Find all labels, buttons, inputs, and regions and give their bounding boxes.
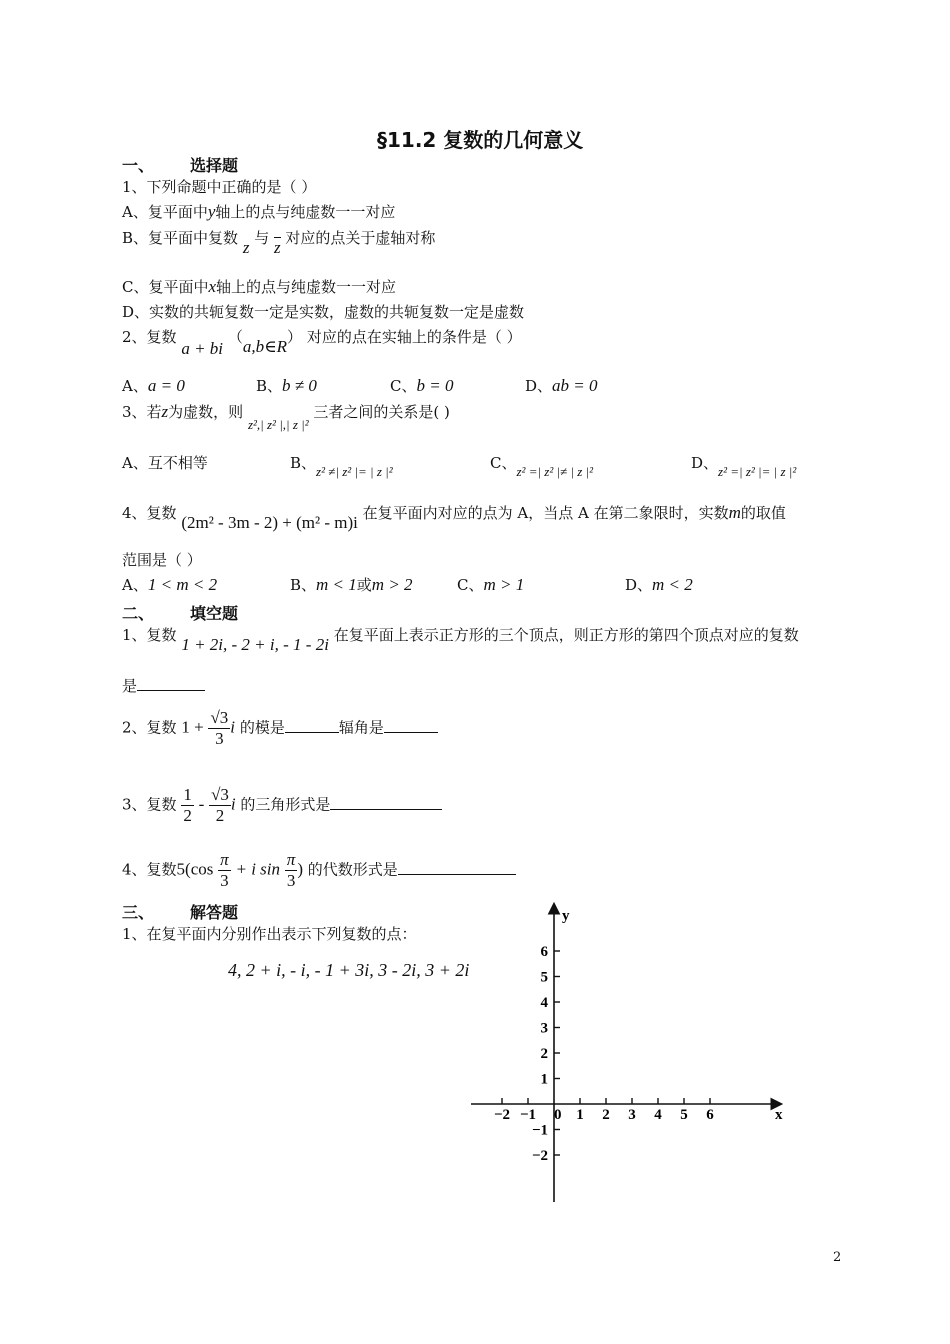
y-tick-label: 3 bbox=[540, 1020, 548, 1037]
section-heading-answer: 三、 解答题 bbox=[122, 903, 239, 922]
answer-1-expr: 4, 2 + i, - i, - 1 + 3i, 3 - 2i, 3 + 2i bbox=[228, 960, 470, 980]
x-tick-label: 3 bbox=[628, 1107, 636, 1123]
q3-option-b: B、z² ≠| z² |= | z |² bbox=[290, 454, 393, 479]
answer-1-stem: 1、在复平面内分别作出表示下列复数的点： bbox=[122, 925, 417, 943]
x-tick-label: 6 bbox=[706, 1107, 714, 1123]
var-x: x bbox=[208, 277, 217, 296]
q2-option-a: A、a = 0 bbox=[122, 376, 185, 395]
q3-option-d: D、z² =| z² |= | z |² bbox=[691, 454, 797, 479]
page-title: §11.2 复数的几何意义 bbox=[377, 128, 584, 152]
x-tick-label: 4 bbox=[654, 1107, 662, 1123]
q3-expr: z²,| z² |,| z |² bbox=[247, 417, 309, 432]
section-heading-fill: 二、 填空题 bbox=[122, 604, 239, 623]
fill-1-line2: 是 bbox=[122, 676, 205, 695]
answer-blank[interactable] bbox=[384, 718, 438, 733]
fraction: $\frac{1}{2}$ bbox=[183, 785, 192, 825]
q2-expr: a + bi bbox=[181, 339, 224, 358]
fill-2-stem: 2、复数 1 + $\frac{√3}{3}$ i 的模是 辐角是 bbox=[122, 708, 438, 749]
q4-option-b: B、m < 1或m > 2 bbox=[290, 575, 413, 594]
var-z: z bbox=[161, 402, 169, 421]
x-ticks bbox=[494, 1098, 714, 1123]
var-z-conjugate: z bbox=[274, 238, 281, 257]
q2-cond: a,b∈R bbox=[242, 337, 288, 356]
q1-option-b: B、复平面中复数 z 与 z 对应的点关于虚轴对称 bbox=[122, 229, 436, 257]
q4-expr: (2m² - 3m - 2) + (m² - m)i bbox=[181, 513, 358, 532]
q3-stem: 3、若z为虚数，则 z²,| z² |,| z |² 三者之间的关系是( ) bbox=[122, 402, 450, 432]
x-tick-label: −2 bbox=[493, 1107, 511, 1123]
fill-4-stem: 4、复数5(cos $\frac{\pi}{3}$ + i sin $\frac{\pi}{3}$ ) 的代数形式是 bbox=[122, 850, 516, 891]
coordinate-plane bbox=[465, 895, 795, 1205]
q4-option-a: A、1 < m < 2 bbox=[122, 575, 218, 594]
fill-1-stem: 1、复数 1 + 2i, - 2 + i, - 1 - 2i 在复平面上表示正方形的三个顶点，则正方形的第四个顶点对应的复数 bbox=[122, 626, 799, 654]
y-tick-label: −1 bbox=[531, 1122, 548, 1139]
x-tick-label: 1 bbox=[576, 1107, 584, 1123]
x-tick-label: 2 bbox=[602, 1107, 610, 1123]
var-z: z bbox=[242, 238, 250, 257]
fill-3-stem: 3、复数 $\frac{1}{2}$ - $\frac{√3}{2}$ i 的三角形式是 bbox=[122, 785, 442, 826]
fraction: $\frac{\pi}{3}$ bbox=[286, 850, 296, 890]
y-tick-label: 5 bbox=[540, 969, 548, 986]
y-axis-label: y bbox=[562, 908, 570, 924]
q1-option-c: C、复平面中x轴上的点与纯虚数一一对应 bbox=[122, 277, 397, 296]
x-axis-label: x bbox=[775, 1107, 783, 1123]
q3-option-c: C、z² =| z² |≠ | z |² bbox=[490, 454, 594, 479]
y-tick-label: 4 bbox=[540, 995, 548, 1011]
fraction: $\frac{√3}{2}$ bbox=[211, 785, 229, 825]
x-tick-label: −1 bbox=[519, 1107, 537, 1123]
y-tick-label: 1 bbox=[540, 1071, 548, 1088]
q4-stem: 4、复数 (2m² - 3m - 2) + (m² - m)i 在复平面内对应的点为 A，当点 A 在第二象限时，实数m的取值 bbox=[122, 503, 786, 532]
q4-option-c: C、m > 1 bbox=[457, 575, 525, 594]
q4-stem-line2: 范围是（ ） bbox=[122, 551, 202, 569]
page-number: 2 bbox=[833, 1250, 842, 1265]
section-heading-choice bbox=[122, 153, 238, 176]
y-tick-label: −2 bbox=[531, 1148, 548, 1164]
fill-1-expr: 1 + 2i, - 2 + i, - 1 - 2i bbox=[181, 635, 329, 654]
q3-option-a: A、互不相等 bbox=[122, 454, 208, 472]
q2-option-c: C、b = 0 bbox=[390, 376, 454, 395]
y-tick-label: 6 bbox=[540, 944, 548, 960]
section-number: 一、 bbox=[122, 156, 155, 175]
y-ticks bbox=[532, 944, 560, 1164]
fraction: $\frac{\pi}{3}$ bbox=[220, 850, 229, 890]
answer-blank[interactable] bbox=[137, 676, 205, 691]
q2-option-b: B、b ≠ 0 bbox=[256, 376, 317, 395]
fraction: $\frac{√3}{3}$ bbox=[210, 708, 229, 748]
answer-blank[interactable] bbox=[398, 860, 516, 875]
q2-stem: 2、复数 a + bi （a,b∈R） 对应的点在实轴上的条件是（ ） bbox=[122, 328, 522, 358]
y-tick-label: 2 bbox=[540, 1046, 548, 1062]
q1-stem: 1、下列命题中正确的是（ ） bbox=[122, 178, 317, 196]
var-y: y bbox=[207, 202, 216, 221]
answer-blank[interactable] bbox=[330, 795, 442, 810]
x-tick-label: 5 bbox=[680, 1107, 688, 1123]
origin-label: 0 bbox=[554, 1107, 562, 1123]
q4-option-d: D、m < 2 bbox=[625, 575, 693, 594]
section-name: 选择题 bbox=[190, 156, 239, 175]
q1-option-a: A、复平面中y轴上的点与纯虚数一一对应 bbox=[122, 202, 396, 221]
q2-option-d: D、ab = 0 bbox=[525, 376, 598, 395]
answer-blank[interactable] bbox=[285, 718, 339, 733]
q1-option-d: D、实数的共轭复数一定是实数，虚数的共轭复数一定是虚数 bbox=[122, 303, 525, 321]
